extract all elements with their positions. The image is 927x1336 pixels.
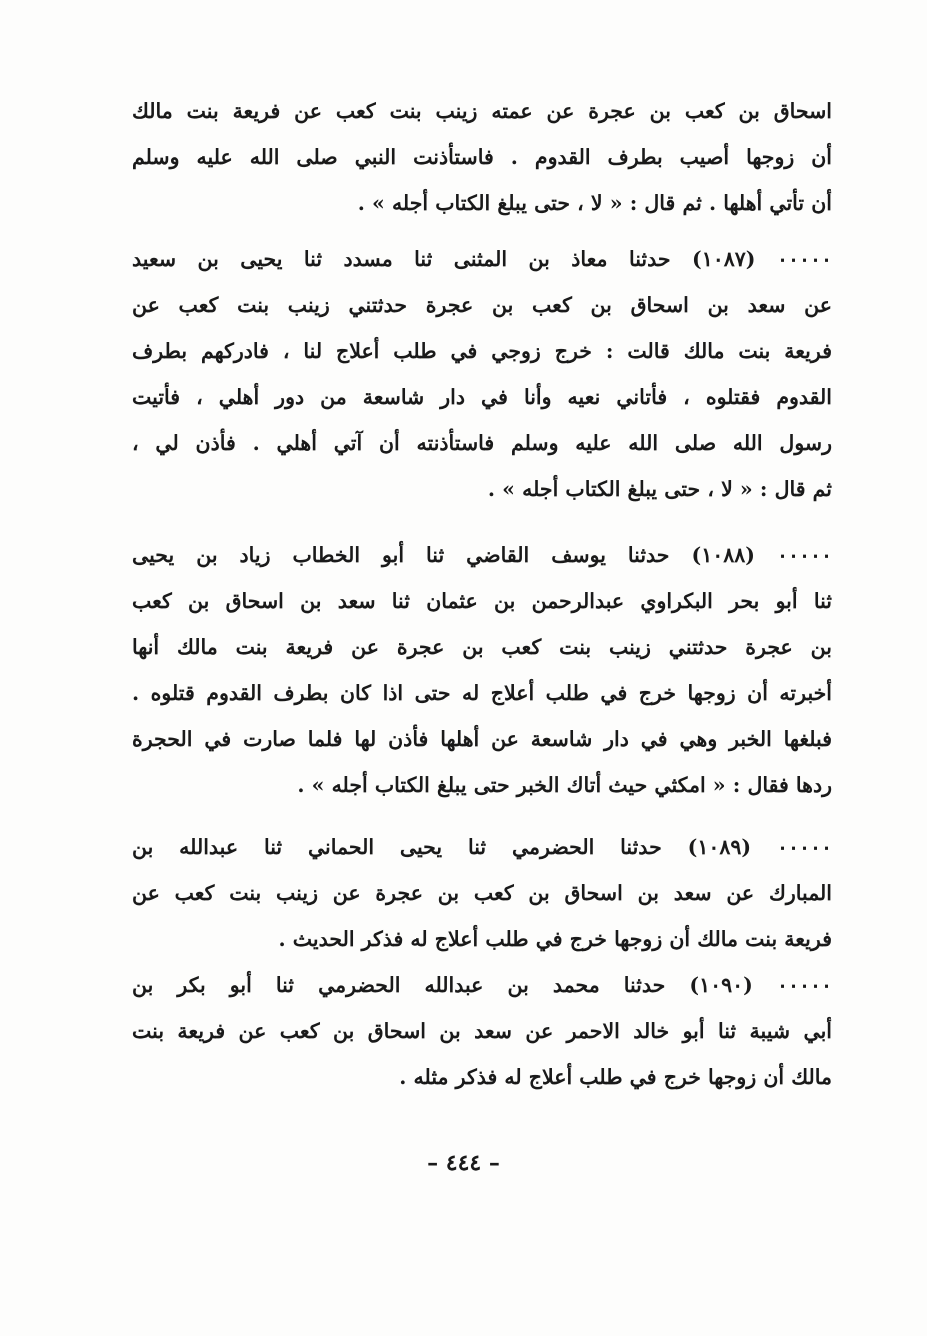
text-line: أن تأتي أهلها . ثم قال : « لا ، حتى يبلغ الكتاب أجله » .: [357, 191, 832, 215]
text-line: ٠٠٠٠٠ (١٠٨٨) حدثنا يوسف القاضي ثنا أبو الخطاب زياد بن يحيى: [132, 543, 832, 567]
text-line: أبي شيبة ثنا أبو خالد الاحمر عن سعد بن اسحاق بن كعب عن فريعة بنت: [132, 1019, 832, 1043]
text-line: ٠٠٠٠٠ (١٠٨٩) حدثنا الحضرمي ثنا يحيى الحماني ثنا عبدالله بن: [132, 835, 832, 859]
page-number: – ٤٤٤ –: [427, 1150, 500, 1176]
text-line: عن سعد بن اسحاق بن كعب بن عجرة حدثتني زينب بنت كعب عن: [132, 293, 832, 317]
text-line: ٠٠٠٠٠ (١٠٨٧) حدثنا معاذ بن المثنى ثنا مسدد ثنا يحيى بن سعيد: [132, 247, 832, 271]
text-line: ثنا أبو بحر البكراوي عبدالرحمن بن عثمان ثنا سعد بن اسحاق بن كعب: [132, 589, 832, 613]
text-line: ردها فقال : « امكثي حيث أتاك الخبر حتى يبلغ الكتاب أجله » .: [297, 773, 832, 797]
text-line: ثم قال : « لا ، حتى يبلغ الكتاب أجله » .: [487, 477, 832, 501]
paragraph-hadith-1089: [132, 824, 832, 962]
paragraph-hadith-1088: [132, 532, 832, 808]
text-line: فبلغها الخبر وهي في دار شاسعة عن أهلها فأذن لها فلما صارت في الحجرة: [132, 727, 832, 751]
text-line: بن عجرة حدثتني زينب بنت كعب بن عجرة عن فريعة بنت مالك أنها: [132, 635, 832, 659]
text-line: أخبرته أن زوجها خرج في طلب أعلاج له حتى اذا كان بطرف القدوم قتلوه .: [132, 681, 832, 705]
text-line: القدوم فقتلوه ، فأتاني نعيه وأنا في دار شاسعة من دور أهلي ، فأتيت: [132, 385, 832, 409]
paragraph-1: [132, 88, 832, 226]
text-line: أن زوجها أصيب بطرف القدوم . فاستأذنت النبي صلى الله عليه وسلم: [132, 145, 832, 169]
text-line: اسحاق بن كعب بن عجرة عن عمته زينب بنت كعب عن فريعة بنت مالك: [132, 99, 832, 123]
text-line: فريعة بنت مالك قالت : خرج زوجي في طلب أعلاج لنا ، فادركهم بطرف: [132, 339, 832, 363]
text-line: فريعة بنت مالك أن زوجها خرج في طلب أعلاج له فذكر الحديث .: [278, 927, 832, 951]
text-line: ٠٠٠٠٠ (١٠٩٠) حدثنا محمد بن عبدالله الحضرمي ثنا أبو بكر بن: [132, 973, 832, 997]
text-line: المبارك عن سعد بن اسحاق بن كعب بن عجرة عن زينب بنت كعب عن: [132, 881, 832, 905]
text-line: رسول الله صلى الله عليه وسلم فاستأذنته أن آتي أهلي . فأذن لي ،: [132, 431, 832, 455]
paragraph-hadith-1090: [132, 962, 832, 1100]
text-line: مالك أن زوجها خرج في طلب أعلاج له فذكر مثله .: [399, 1065, 832, 1089]
paragraph-hadith-1087: [132, 236, 832, 512]
